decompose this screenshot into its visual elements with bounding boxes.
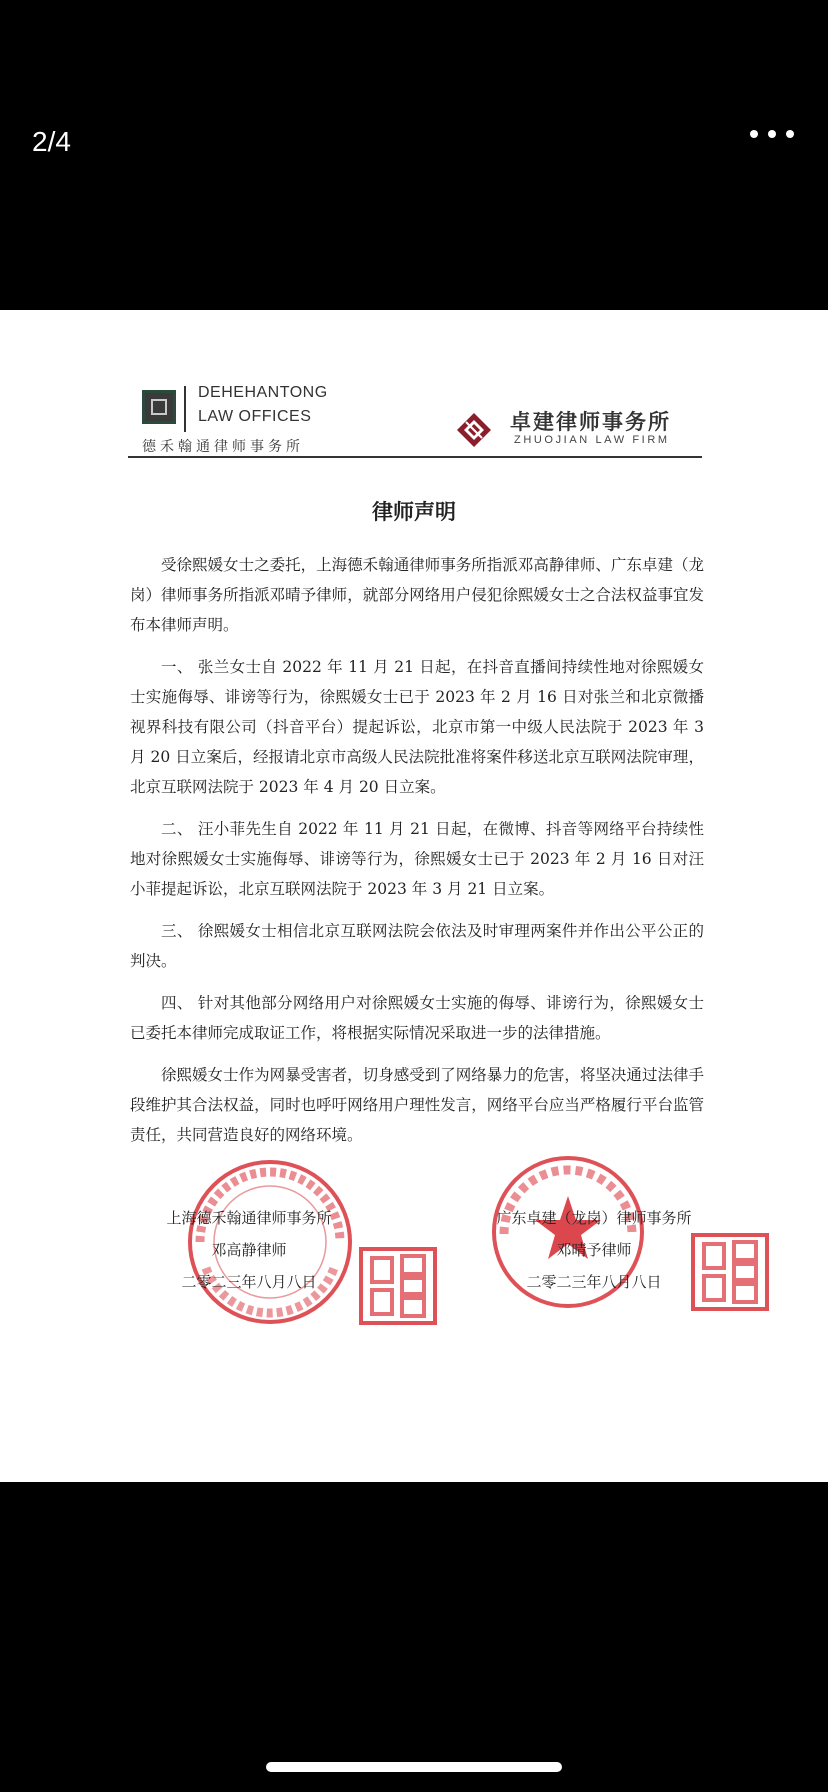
letterhead-right-en: ZHUOJIAN LAW FIRM [514,434,670,446]
document-body [130,550,704,1162]
signature-lawyer: 邓晴予律师 [556,1241,632,1259]
dehehantong-name-seal [358,1246,438,1326]
letterhead-left-cn: 德禾翰通律师事务所 [142,439,304,455]
home-indicator[interactable] [266,1762,562,1772]
paragraph: 三、 徐熙媛女士相信北京互联网法院会依法及时审理两案件并作出公平公正的判决。 [130,922,704,970]
letterhead-divider [184,386,186,432]
more-horizontal-icon [768,130,776,138]
letterhead-left-en-line2: LAW OFFICES [198,408,312,425]
paragraph: 受徐熙媛女士之委托，上海德禾翰通律师事务所指派邓高静律师、广东卓建（龙岗）律师事务所指派邓晴予律师，就部分网络用户侵犯徐熙媛女士之合法权益事宜发布本律师声明。 [130,556,704,634]
letterhead-rule [128,456,702,458]
letterhead-left-en-line1: DEHEHANTONG [198,384,328,401]
paragraph: 一、 张兰女士自 2022 年 11 月 21 日起，在抖音直播间持续性地对徐熙媛女士实施侮辱、诽谤等行为，徐熙媛女士已于 2023 年 2 月 16 日对张兰和北京微播视界科技有限公司（抖音平台）提起诉讼，北京市第一中级人民法院于 2023 年 3 月 20 日立案后，经报请北京市高级人民法院批准将案件移送北京互联网法院审理，北京互联网法院于 2023 年 4 月 20 日立案。 [130,658,704,796]
signature-block-right [484,1202,704,1298]
signature-date: 二零二三年八月八日 [181,1273,317,1291]
document-image[interactable] [0,310,828,1482]
viewer-top-bar [0,0,828,310]
zhuojian-logo-icon [456,412,492,448]
signature-firm: 广东卓建（龙岗）律师事务所 [496,1209,692,1227]
page-counter: 2/4 [32,126,71,157]
paragraph: 徐熙媛女士作为网暴受害者，切身感受到了网络暴力的危害，将坚决通过法律手段维护其合法权益，同时也呼吁网络用户理性发言，网络平台应当严格履行平台监管责任，共同营造良好的网络环境。 [130,1066,704,1144]
document-title: 律师声明 [372,500,456,524]
more-horizontal-icon [786,130,794,138]
signature-firm: 上海德禾翰通律师事务所 [166,1209,332,1227]
letterhead-right-cn: 卓建律师事务所 [510,410,671,434]
signature-date: 二零二三年八月八日 [526,1273,662,1291]
dehehantong-logo-icon [142,390,176,424]
more-options-button[interactable] [750,130,794,138]
paragraph: 二、 汪小菲先生自 2022 年 11 月 21 日起，在微博、抖音等网络平台持续性地对徐熙媛女士实施侮辱、诽谤等行为，徐熙媛女士已于 2023 年 2 月 16 日对汪小菲提起诉讼，北京互联网法院于 2023 年 3 月 21 日立案。 [130,820,704,898]
more-horizontal-icon [750,130,758,138]
signature-lawyer: 邓高静律师 [211,1241,287,1259]
signature-block-left [154,1202,344,1298]
paragraph: 四、 针对其他部分网络用户对徐熙媛女士实施的侮辱、诽谤行为，徐熙媛女士已委托本律师完成取证工作，将根据实际情况采取进一步的法律措施。 [130,994,704,1042]
